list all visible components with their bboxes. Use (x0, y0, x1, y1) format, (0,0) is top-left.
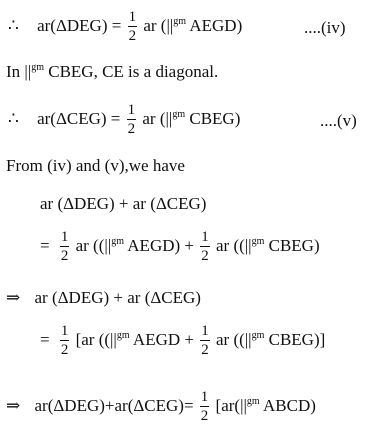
fraction-half (60, 324, 70, 358)
text-b: CBEG, CE is a diagonal. (44, 62, 219, 81)
therefore-symbol: ∴ (8, 108, 19, 128)
term-2-b: CBEG) (264, 235, 320, 255)
fraction-numerator: 1 (127, 102, 136, 118)
gm-superscript: gm (116, 329, 130, 341)
rhs-text-b: AEGD) (186, 15, 243, 35)
term-2-b: CBEG)] (264, 329, 326, 349)
gm-superscript: gm (172, 108, 186, 120)
term-1-b: AEGD) + (123, 235, 194, 255)
fraction-denominator: 2 (60, 248, 69, 264)
gm-superscript: gm (251, 235, 265, 247)
fraction-half (200, 324, 210, 358)
equation-line-3 (8, 103, 240, 137)
equation-line-8 (40, 324, 325, 358)
rhs-text-a: ar (|| (142, 108, 173, 128)
term-1-b: AEGD + (129, 329, 194, 349)
fraction-denominator: 2 (127, 121, 136, 137)
text-line-5 (40, 194, 206, 214)
equation-line-1 (8, 10, 242, 44)
lhs-text: ar(ΔDEG)+ar(ΔCEG)= (34, 395, 194, 415)
fraction-half (200, 230, 210, 264)
equals-sign: = (40, 235, 50, 255)
equals-sign: = (40, 329, 50, 349)
rhs-text-a: ar (|| (143, 15, 174, 35)
fraction-numerator: 1 (128, 9, 137, 25)
gm-superscript: gm (31, 62, 44, 73)
fraction-numerator: 1 (60, 229, 69, 245)
fraction-numerator: 1 (201, 323, 209, 339)
equation-line-7 (6, 288, 201, 308)
gm-superscript: gm (251, 329, 265, 341)
equation-tag-v: ....(v) (320, 111, 357, 130)
fraction-denominator: 2 (200, 408, 209, 424)
lhs-text: ar(ΔDEG) = (37, 15, 122, 35)
sum-text: ar (ΔDEG) + ar (ΔCEG) (34, 288, 201, 307)
rhs-text-a: [ar(|| (215, 395, 247, 415)
fraction-numerator: 1 (60, 323, 69, 339)
fraction-denominator: 2 (201, 342, 209, 358)
implies-arrow: ⇒ (6, 395, 21, 415)
from-text: From (iv) and (v),we have (6, 156, 185, 175)
gm-superscript: gm (173, 15, 187, 27)
implies-arrow: ⇒ (6, 288, 21, 307)
therefore-symbol: ∴ (8, 15, 19, 35)
sum-text: ar (ΔDEG) + ar (ΔCEG) (40, 194, 207, 213)
text-line-2 (6, 62, 218, 82)
text-a: In || (6, 62, 32, 81)
fraction-half (128, 10, 138, 44)
term-2-a: ar ((|| (216, 329, 252, 349)
gm-superscript: gm (111, 235, 124, 247)
equation-tag-iv: ....(iv) (304, 18, 346, 37)
rhs-text-b: ABCD) (259, 395, 316, 415)
fraction-half (127, 103, 137, 137)
fraction-half (60, 230, 70, 264)
lhs-text: ar(ΔCEG) = (37, 108, 121, 128)
equation-line-6 (40, 230, 320, 264)
fraction-denominator: 2 (201, 248, 209, 264)
fraction-denominator: 2 (60, 342, 69, 358)
equation-line-9 (6, 390, 316, 424)
fraction-half (200, 390, 210, 424)
term-2-a: ar ((|| (216, 235, 252, 255)
rhs-text-b: CBEG) (185, 108, 241, 128)
term-1-a: [ar ((|| (75, 329, 117, 349)
text-line-4 (6, 156, 185, 176)
fraction-numerator: 1 (200, 389, 209, 405)
fraction-numerator: 1 (201, 229, 209, 245)
gm-superscript: gm (246, 395, 260, 407)
term-1-a: ar ((|| (75, 235, 112, 255)
fraction-denominator: 2 (128, 28, 137, 44)
